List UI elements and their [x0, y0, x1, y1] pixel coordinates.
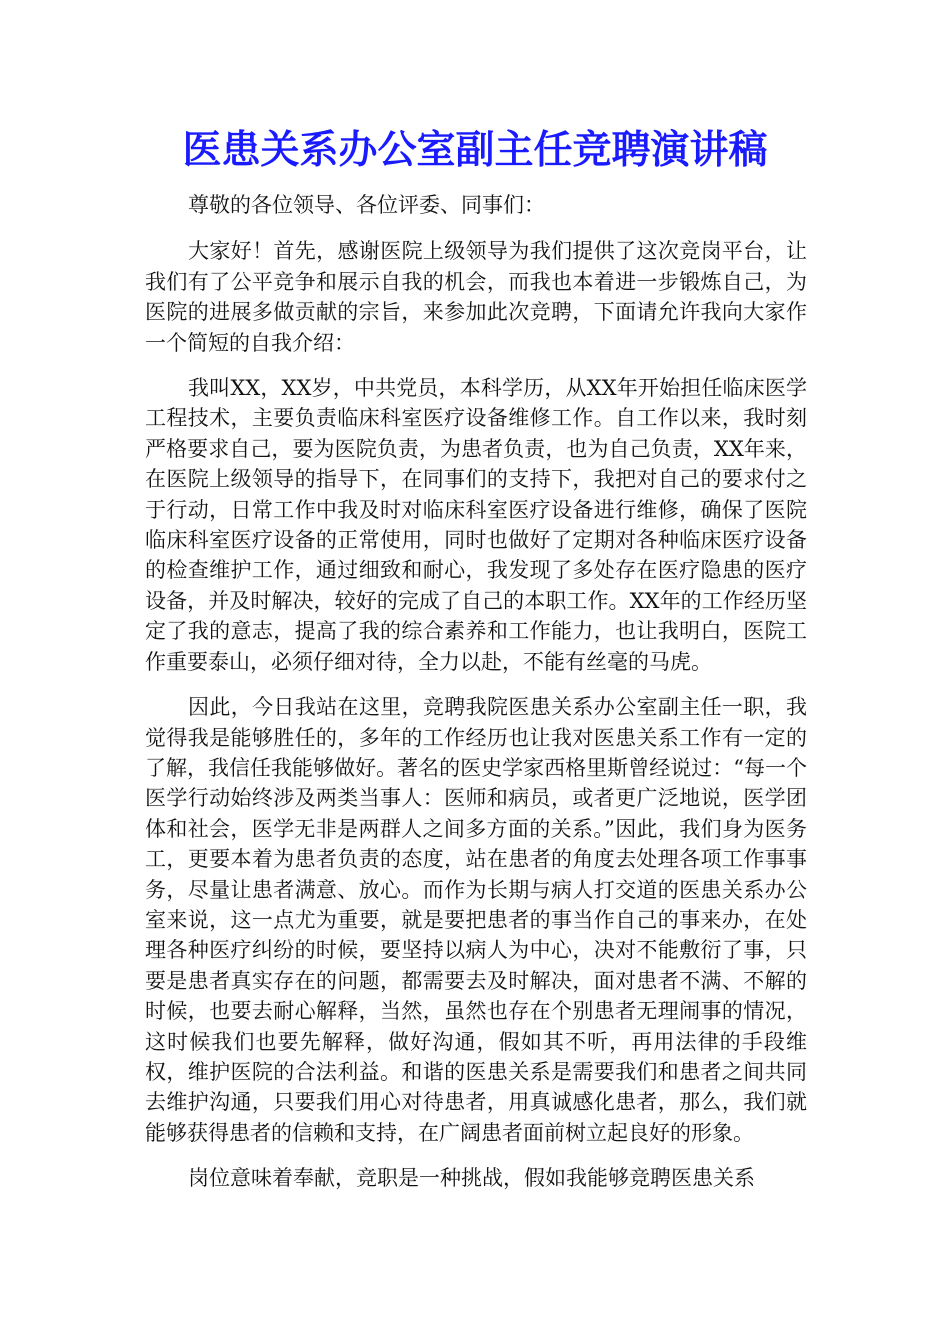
- document-body: [145, 190, 807, 1209]
- paragraph-greeting: 尊敬的各位领导、各位评委、同事们：: [188, 193, 545, 217]
- paragraph-commitment: 岗位意味着奉献，竞职是一种挑战，假如我能够竞聘医患关系: [188, 1166, 755, 1191]
- document-title: 医患关系办公室副主任竞聘演讲稿: [182, 127, 768, 173]
- paragraph-competence: 因此，今日我站在这里，竞聘我院医患关系办公室副主任一职，我觉得我是能够胜任的，多年的工作经历也让我对医患关系工作有一定的了解，我信任我能够做好。著名的医史学家西格里斯曾经说过：“每一个医学行动始终涉及两类当事人：医师和病员，或者更广泛地说，医学团体和社会，医学无非是两群人之间多方面的关系。”因此，我们身为医务工，更要本着为患者负责的态度，站在患者的角度去处理各项工作事事务，尽量让患者满意、放心。而作为长期与病人打交道的医患关系办公室来说，这一点尤为重要，就是要把患者的事当作自己的事来办，在处理各种医疗纠纷的时候，要坚持以病人为中心，决对不能敷衍了事，只要是患者真实存在的问题，都需要去及时解决，面对患者不满、不解的时候，也要去耐心解释，当然，虽然也存在个别患者无理闹事的情况，这时候我们也要先解释，做好沟通，假如其不听，再用法律的手段维权，维护医院的合法利益。和谐的医患关系是需要我们和患者之间共同去维护沟通，只要我们用心对待患者，用真诚感化患者，那么，我们就能够获得患者的信赖和支持，在广阔患者面前树立起良好的形象。: [145, 695, 807, 1145]
- paragraph-opening: 大家好！首先，感谢医院上级领导为我们提供了这次竞岗平台，让我们有了公平竞争和展示自我的机会，而我也本着进一步锻炼自己，为医院的进展多做贡献的宗旨，来参加此次竞聘，下面请允许我向大家作一个简短的自我介绍：: [145, 239, 807, 355]
- paragraph-self-introduction: 我叫XX，XX岁，中共党员，本科学历，从XX年开始担任临床医学工程技术，主要负责临床科室医疗设备维修工作。自工作以来，我时刻严格要求自己，要为医院负责，为患者负责，也为自己负责，XX年来，在医院上级领导的指导下，在同事们的支持下，我把对自己的要求付之于行动，日常工作中我及时对临床科室医疗设备进行维修，确保了医院临床科室医疗设备的正常使用，同时也做好了定期对各种临床医疗设备的检查维护工作，通过细致和耐心，我发现了多处存在医疗隐患的医疗设备，并及时解决，较好的完成了自己的本职工作。XX年的工作经历坚定了我的意志，提高了我的综合素养和工作能力，也让我明白，医院工作重要泰山，必须仔细对待，全力以赴，不能有丝毫的马虎。: [145, 376, 807, 674]
